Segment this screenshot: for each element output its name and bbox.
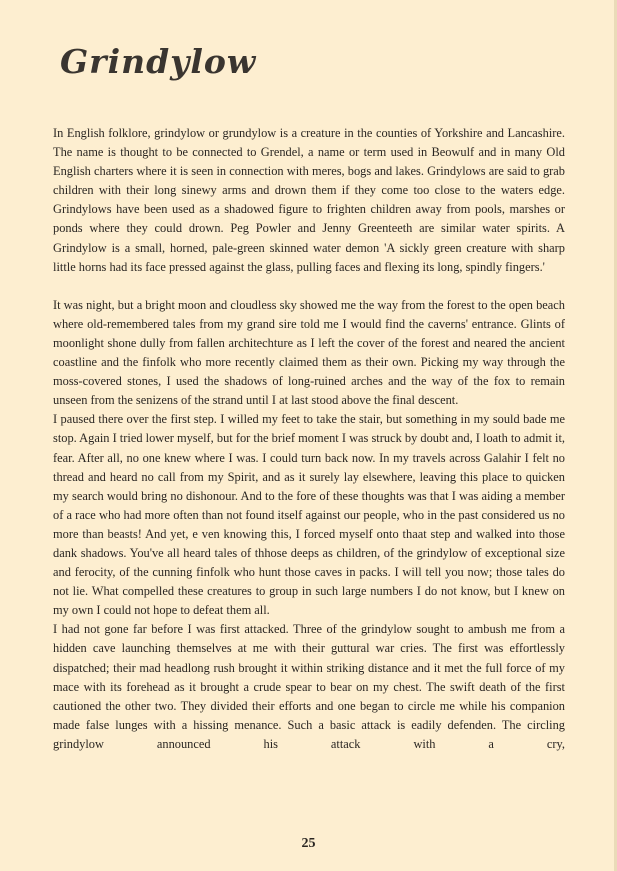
paragraph-folklore: In English folklore, grindylow or grundylow is a creature in the counties of Yorkshire and Lancashire. The name is thought to be connected to Grendel, a name or term used in Beowulf and in many Old English charters where it is seen in connection with meres, bogs and lakes. Grindylows are said to grab children with their long sinewy arms and drown them if they come too close to the waters edge. Grindylows have been used as a shadowed figure to frighten children away from pools, marshes or ponds where they could drown. Peg Powler and Jenny Greenteeth are similar water spirits. A Grindylow is a small, horned, pale-green skinned water demon 'A sickly green creature with sharp little horns had its face pressed against the glass, pulling faces and flexing its long, spindly fingers.' bbox=[53, 126, 565, 274]
paragraph-first-step: I paused there over the first step. I willed my feet to take the stair, but something in my sould bade me stop. Again I tried lower myself, but for the brief moment I was struck by doubt and, I loath to admit it, fear. After all, no one knew where I was. I could turn back now. In my travels across Galahir I felt no thread and heard no call from my Spirit, and as it surely lay elsewhere, leaving this place to quicken my search would bring no dishonour. And to the fore of these thoughts was that I was aiding a member of a race who had more often than not found itself against our people, who in the past considered us no more than beasts! And yet, e ven knowing this, I forced myself onto thaat step and walked into those dank shadows. You've all heard tales of thhose deeps as children, of the grindylow of exceptional size and ferocity, of the cunning finfolk who hunt those caves in packs. I will tell you now; those tales do not lie. What compelled these creatures to group in such large numbers I do not know, but I knew on my own I could not hope to defeat them all. bbox=[53, 412, 565, 618]
page-number: 25 bbox=[301, 836, 316, 851]
paragraph-night: It was night, but a bright moon and cloudless sky showed me the way from the forest to the open beach where old-remembered tales from my grand sire told me I would find the caverns' entrance. Glints of moonlight shone dully from fallen architechture as I left the cover of the forest and neared the ancient coastline and the finfolk who more recently claimed them as their own. Picking my way through the moss-covered stones, I used the shadows of long-ruined arches and the way of the fox to remain unseen from the senizens of the strand until I at last stood above the final descent. bbox=[53, 297, 565, 408]
paragraph-attack: I had not gone far before I was first attacked. Three of the grindylow sought to ambush me from a hidden cave launching themselves at me with their guttural war cries. The first was effortlessly dispatched; their mad headlong rush brought it within striking distance and it met the full force of my mace with its forehead as it brought a crude spear to bear on my chest. The swift death of the first cautioned the other two. They divided their efforts and one began to circle me while his companion made false lunges with a hissing menance. Such a basic attack is eadily defenden. The circling grindylow announced his attack with a cry, bbox=[53, 622, 565, 751]
page-title: Grindylow bbox=[60, 42, 257, 81]
body-text bbox=[53, 124, 565, 754]
paragraph-gap bbox=[53, 277, 565, 296]
